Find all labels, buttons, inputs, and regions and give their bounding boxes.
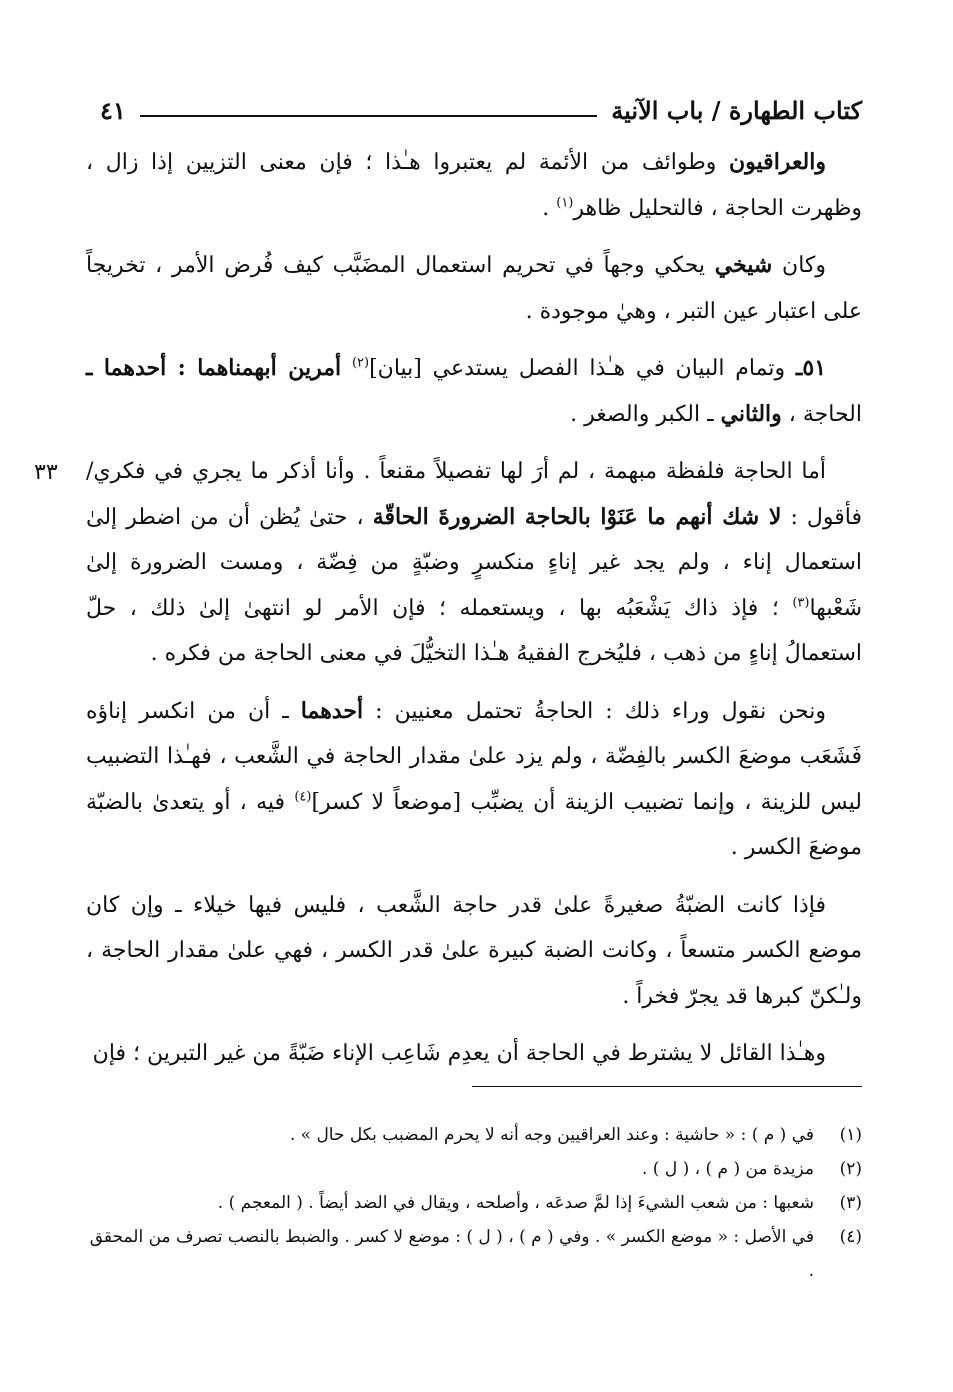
text-line — [86, 883, 862, 929]
text-line — [86, 734, 862, 780]
text-line — [86, 392, 862, 438]
paragraph — [86, 883, 862, 1020]
paragraph — [86, 346, 862, 437]
text-segment: وهـٰذا القائل لا يشترط في الحاجة أن يعدِم شَاعِب الإناء ضَبّةً من غير التبرين ؛ فإن — [92, 1041, 826, 1066]
footnote-text: في الأصل : « موضع الكسر » . وفي ( م ) ، ( ل ) : موضع لا كسر . والضبط بالنصب تصرف من المحقق . — [89, 1227, 814, 1281]
text-line — [86, 586, 862, 632]
text-line — [86, 1031, 862, 1077]
margin-page-reference: ٣٣ — [34, 460, 58, 485]
footnote-separator — [472, 1086, 862, 1087]
running-title: كتاب الطهارة / باب الآنية — [611, 95, 862, 125]
text-line — [86, 186, 862, 232]
text-segment: وظهرت الحاجة ، فالتحليل ظاهر — [573, 195, 862, 221]
text-segment: وطوائف من الأئمة لم يعتبروا هـٰذا ؛ فإن معنى التزيين إذا زال ، — [86, 150, 730, 175]
text-segment: ـ الكبر والصغر . — [570, 401, 721, 427]
footnote-text: مزيدة من ( م ) ، ( ل ) . — [641, 1159, 814, 1179]
text-line — [86, 780, 862, 826]
text-line — [86, 243, 862, 289]
paragraph — [86, 689, 862, 871]
text-segment: وكان — [772, 253, 826, 278]
text-line — [86, 540, 862, 586]
text-segment — [341, 356, 352, 381]
footnote-reference: (٣) — [792, 595, 810, 611]
text-line — [86, 689, 862, 735]
text-segment: استعمال إناء ، ولم يجد غير إناءٍ منكسرٍ وضبّةٍ من فِضّة ، ومست الضرورة إلىٰ — [86, 550, 862, 575]
text-line — [86, 289, 862, 335]
footnotes — [86, 1118, 862, 1288]
text-segment: وتمام البيان في هـٰذا الفصل يستدعي [بيان] — [369, 356, 796, 381]
footnote-item — [86, 1186, 862, 1220]
text-segment: شَعْبها — [809, 595, 862, 621]
text-segment: ونحن نقول وراء ذلك : الحاجةُ تحتمل معنيين : — [363, 698, 826, 724]
footnote-text: في ( م ) : « حاشية : وعند العراقيين وجه أنه لا يحرم المضبب بكل حال » . — [289, 1125, 814, 1145]
text-segment: . — [542, 195, 557, 221]
text-segment: استعمالُ إناءٍ من ذهب ، فليُخرج الفقيهُ هـٰذا التخيُّلَ في معنى الحاجة من فكره . — [150, 641, 862, 666]
text-segment: فإذا كانت الضبّةُ صغيرةً علىٰ قدر حاجة الشَّعب ، فليس فيها خيلاء ـ وإن كان — [86, 892, 826, 918]
paragraph — [86, 140, 862, 231]
page-header — [100, 90, 862, 130]
footnote-number: (٤) — [839, 1227, 862, 1247]
text-segment: ؛ فإذ ذاك يَشْعَبُه بها ، ويستعمله ؛ فإن الأمر لو انتهىٰ إلىٰ ذلك ، حلّ — [86, 595, 793, 621]
footnote-reference: (٤) — [294, 789, 312, 805]
text-line — [86, 825, 862, 871]
text-segment: يحكي وجهاً في تحريم استعمال المضَبَّب كيف فُرض الأمر ، تخريجاً — [86, 253, 715, 278]
paragraph — [86, 243, 862, 334]
text-segment: على اعتبار عين التبر ، وهيٰ موجودة . — [525, 298, 862, 324]
page-number: ٤١ — [100, 95, 126, 125]
text-line — [86, 346, 862, 392]
text-segment: الحاجة ، — [781, 401, 862, 427]
bold-text: ٥١ـ — [795, 355, 827, 381]
text-line — [86, 631, 862, 677]
footnote-number: (١) — [839, 1125, 862, 1145]
text-segment: ليس للزينة ، وإنما تضبيب الزينة أن يضبِّب [موضعاً لا كسر] — [311, 789, 862, 815]
bold-text: لا شك أنهم ما عَنَوْا بالحاجة الضرورةَ الحاقّة — [372, 503, 782, 530]
text-segment: موضعَ الكسر . — [730, 835, 862, 860]
bold-text: والثاني — [720, 400, 782, 427]
text-line — [86, 928, 862, 974]
footnote-item — [86, 1118, 862, 1152]
bold-text: أمرين أبهمناهما : أحدهما ـ — [86, 355, 342, 381]
bold-text: أحدهما — [300, 697, 364, 724]
footnote-text: شعبها : من شعب الشيءَ إذا لمَّ صدعَه ، وأصلحه ، ويقال في الضد أيضاً . ( المعجم ) . — [217, 1193, 814, 1213]
paragraph — [86, 1031, 862, 1077]
paragraph — [86, 449, 862, 677]
text-segment: فأقول : — [781, 504, 862, 530]
footnote-reference: (١) — [556, 195, 574, 211]
text-line — [86, 974, 862, 1020]
bold-text: شيخي — [714, 252, 773, 278]
text-line — [86, 495, 862, 541]
footnote-item — [86, 1220, 862, 1288]
main-text — [86, 140, 862, 1089]
text-segment: أما الحاجة فلفظة مبهمة ، لم أرَ لها تفصيلاً مقنعاً . وأنا أذكر ما يجري في فكري/ — [86, 459, 826, 484]
footnote-reference: (٢) — [351, 355, 370, 371]
text-segment: فَشَعَب موضعَ الكسر بالفِضّة ، ولم يزد علىٰ مقدار الحاجة في الشَّعب ، فهـٰذا التضبيب — [86, 744, 862, 769]
text-segment: فيه ، أو يتعدىٰ بالضبّة — [86, 789, 295, 815]
text-segment: ، حتىٰ يُظن أن من اضطر إلىٰ — [86, 504, 373, 530]
footnote-item — [86, 1152, 862, 1186]
footnote-number: (٣) — [839, 1193, 862, 1213]
header-rule — [140, 115, 598, 117]
text-line — [86, 449, 862, 495]
text-line — [86, 140, 862, 186]
text-segment: ـ أن من انكسر إناؤه — [86, 698, 301, 724]
bold-text: والعراقيون — [729, 149, 826, 175]
text-segment: ولـٰكنّ كبرها قد يجرّ فخراً . — [622, 983, 862, 1009]
footnote-number: (٢) — [839, 1159, 862, 1179]
text-segment: موضع الكسر متسعاً ، وكانت الضبة كبيرة علىٰ قدر الكسر ، فهي علىٰ مقدار الحاجة ، — [86, 938, 862, 963]
